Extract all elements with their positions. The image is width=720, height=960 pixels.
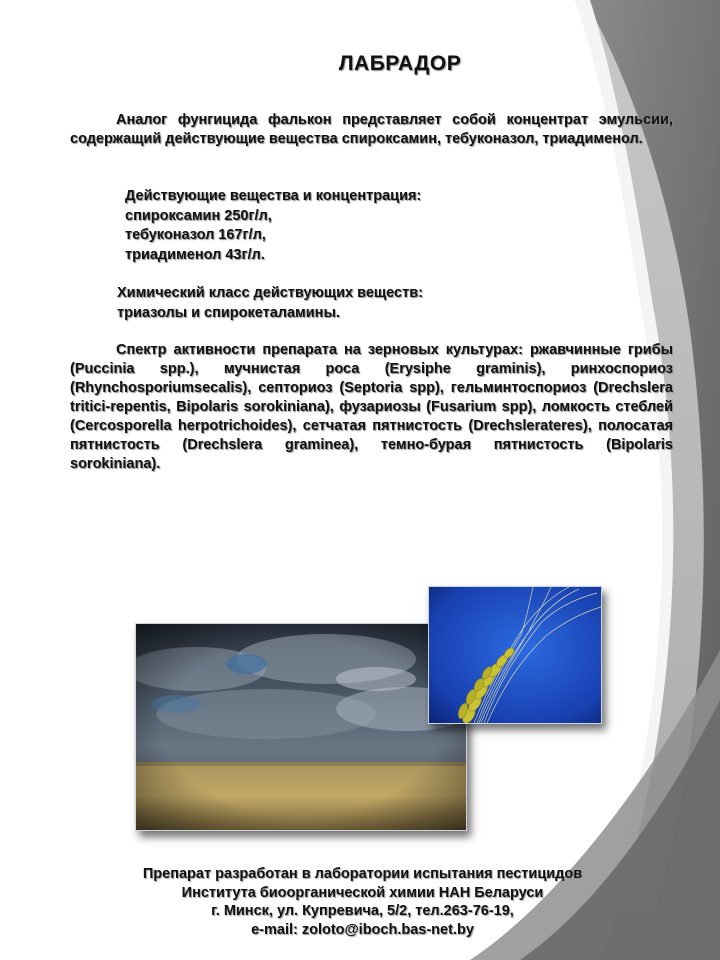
footer-email[interactable]: e-mail: zoloto@iboch.bas-net.by xyxy=(251,921,474,938)
wheat-ear-photo xyxy=(428,586,602,724)
active-substance-item: тебуконазол 167г/л, xyxy=(125,227,266,243)
footer-line: г. Минск, ул. Купревича, 5/2, тел.263-76-19, xyxy=(211,903,514,919)
intro-paragraph: Аналог фунгицида фалькон представляет собой концентрат эмульсии, содержащий действующие вещества спироксамин, тебуконазол, триадименол. xyxy=(70,112,673,147)
wheat-field-photo xyxy=(135,623,467,831)
footer-line: Института биоорганической химии НАН Беларуси xyxy=(181,884,544,901)
footer-line: Препарат разработан в лаборатории испытания пестицидов xyxy=(142,866,583,882)
active-substance-item: спироксамин 250г/л, xyxy=(125,207,272,224)
chemical-class-value: триазолы и спирокеталамины. xyxy=(117,304,340,321)
active-substance-item: триадименол 43г/л. xyxy=(125,246,265,263)
active-substances-block xyxy=(125,187,525,265)
chemical-class-heading: Химический класс действующих веществ: xyxy=(117,285,423,301)
active-substances-heading: Действующие вещества и концентрация: xyxy=(125,188,422,204)
chemical-class-block xyxy=(117,284,537,323)
spectrum-paragraph: Спектр активности препарата на зерновых культурах: ржавчинные грибы (Puccinia spp.), мучнистая роса (Erysiphe graminis), ринхоспориоз (Rhynchosporiumsecalis), септориоз (Septoria spp), гельминтоспориоз (Drechslera tritici-repentis, Bipolaris sorokiniana), фузариозы (Fusarium spp), ломкость стеблей (Cercosporella herpotrichoides), сетчатая пятнистость (Drechslerateres), полосатая пятнистость (Drechslera graminea), темно-бурая пятнистость (Bipolaris sorokiniana). xyxy=(70,342,673,472)
footer-contact-block xyxy=(110,865,615,939)
page-title: ЛАБРАДОР xyxy=(338,52,462,75)
